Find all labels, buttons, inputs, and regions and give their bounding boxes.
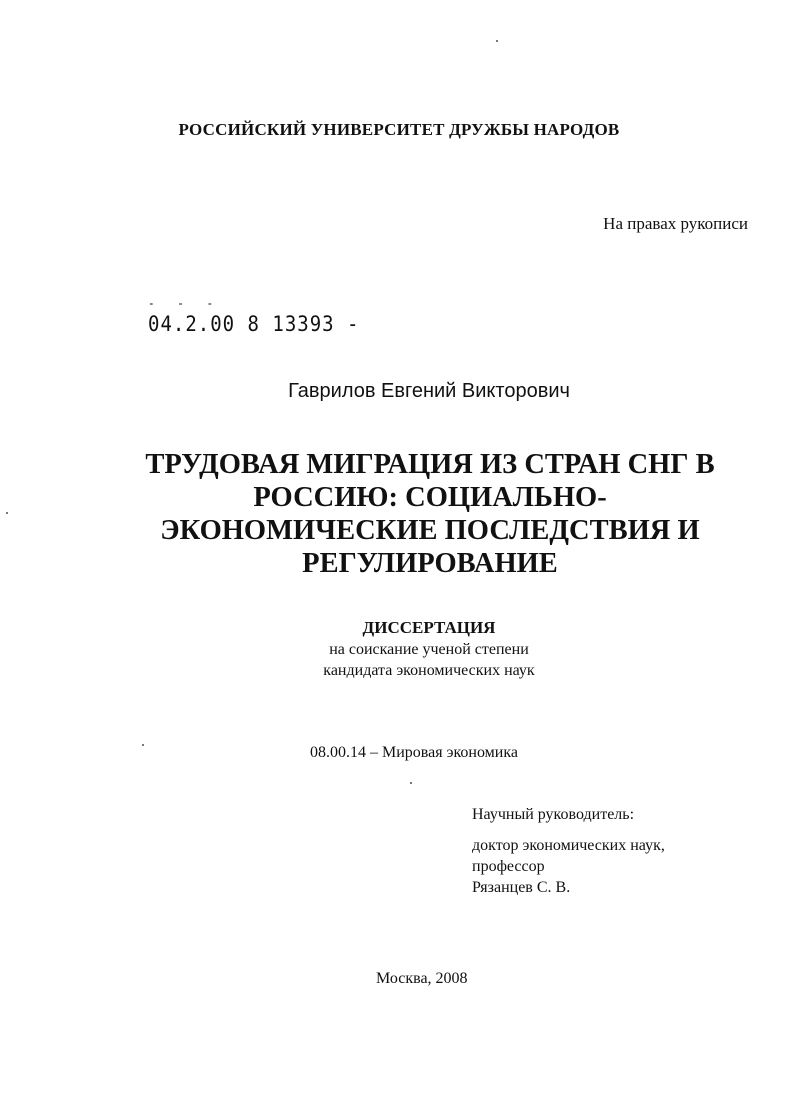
dissertation-heading: ДИССЕРТАЦИЯ — [362, 618, 496, 637]
library-stamp — [148, 296, 360, 337]
specialty-code: 08.00.14 – Мировая экономика — [310, 744, 518, 761]
advisor-name: Рязанцев С. В. — [472, 879, 571, 896]
university-name: РОССИЙСКИЙ УНИВЕРСИТЕТ ДРУЖБЫ НАРОДОВ — [178, 120, 620, 139]
dissertation-title — [110, 448, 750, 580]
scan-speck — [142, 744, 144, 746]
stamp-code: 04.2.00 8 13393 - — [148, 312, 360, 337]
degree-line: на соискание ученой степени — [329, 641, 529, 658]
author-name: Гаврилов Евгений Викторович — [288, 380, 570, 402]
title-line: ТРУДОВАЯ МИГРАЦИЯ ИЗ СТРАН СНГ В — [145, 449, 715, 480]
scan-speck — [6, 512, 8, 514]
degree-line: кандидата экономических наук — [323, 662, 535, 679]
city-year: Москва, 2008 — [376, 970, 468, 987]
scan-speck — [410, 782, 412, 784]
title-line: РОССИЮ: СОЦИАЛЬНО- — [253, 482, 607, 513]
title-line: РЕГУЛИРОВАНИЕ — [302, 548, 558, 579]
stamp-marks: ‐ ‐ ‐ — [148, 296, 222, 311]
scan-speck — [496, 40, 498, 42]
advisor-rank: профессор — [472, 858, 545, 875]
manuscript-note: На правах рукописи — [603, 214, 748, 233]
advisor-heading: Научный руководитель: — [472, 806, 635, 823]
advisor-degree: доктор экономических наук, — [472, 837, 665, 854]
title-line: ЭКОНОМИЧЕСКИЕ ПОСЛЕДСТВИЯ И — [160, 515, 700, 546]
